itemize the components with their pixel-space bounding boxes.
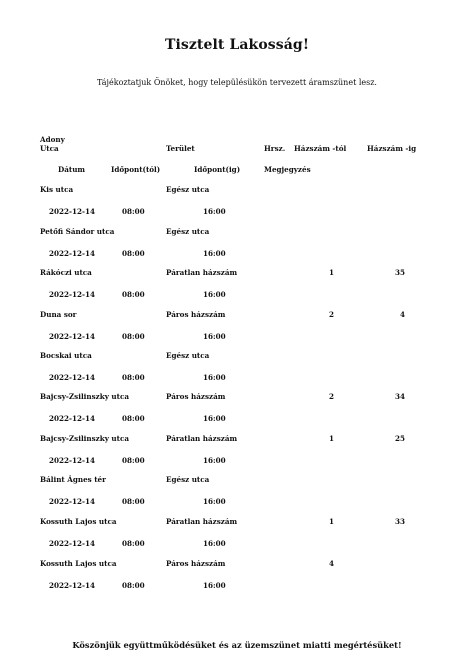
table-row [0, 475, 474, 517]
header-idopont-ig: Időpont(ig) [194, 165, 241, 174]
start-time: 08:00 [122, 290, 145, 299]
end-time: 16:00 [203, 332, 226, 341]
outage-date: 2022-12-14 [49, 207, 95, 216]
header-adony: Adony [40, 135, 65, 144]
house-number-to: 33 [394, 517, 405, 526]
house-number-from: 1 [328, 434, 334, 443]
start-time: 08:00 [122, 414, 145, 423]
start-time: 08:00 [122, 249, 145, 258]
end-time: 16:00 [203, 290, 226, 299]
end-time: 16:00 [203, 456, 226, 465]
header-terulet: Terület [166, 144, 195, 153]
house-number-from: 2 [328, 310, 334, 319]
area-type: Páros házszám [166, 559, 226, 568]
table-row [0, 517, 474, 559]
area-type: Páros házszám [166, 392, 226, 401]
house-number-to: 34 [394, 392, 405, 401]
outage-date: 2022-12-14 [49, 539, 95, 548]
area-type: Egész utca [166, 227, 210, 236]
outage-date: 2022-12-14 [49, 414, 95, 423]
outage-date: 2022-12-14 [49, 456, 95, 465]
table-row [0, 351, 474, 393]
house-number-to: 35 [394, 268, 405, 277]
house-number-to: 25 [394, 434, 405, 443]
street-name: Petőfi Sándor utca [40, 227, 115, 236]
outage-date: 2022-12-14 [49, 373, 95, 382]
header-hazszam-ig: Házszám -ig [367, 144, 417, 153]
outage-date: 2022-12-14 [49, 497, 95, 506]
table-row [0, 392, 474, 434]
area-type: Páratlan házszám [166, 268, 238, 277]
street-name: Rákóczi utca [40, 268, 92, 277]
house-number-from: 1 [328, 517, 334, 526]
street-name: Bocskai utca [40, 351, 92, 360]
area-type: Páros házszám [166, 310, 226, 319]
start-time: 08:00 [122, 373, 145, 382]
start-time: 08:00 [122, 497, 145, 506]
outage-date: 2022-12-14 [49, 332, 95, 341]
header-datum: Dátum [58, 165, 86, 174]
house-number-from: 2 [328, 392, 334, 401]
table-row [0, 185, 474, 227]
table-row [0, 559, 474, 601]
end-time: 16:00 [203, 581, 226, 590]
outage-date: 2022-12-14 [49, 290, 95, 299]
start-time: 08:00 [122, 207, 145, 216]
intro-text: Tájékoztatjuk Önöket, hogy településükön tervezett áramszünet lesz. [97, 78, 377, 87]
table-row [0, 268, 474, 310]
house-number-from: 1 [328, 268, 334, 277]
area-type: Páratlan házszám [166, 517, 238, 526]
end-time: 16:00 [203, 414, 226, 423]
header-idopont-tol: Időpont(tól) [111, 165, 161, 174]
street-name: Bajcsy-Zsilinszky utca [40, 392, 129, 401]
footer-thanks: Köszönjük együttműködésüket és az üzemszünet miatti megértésüket! [72, 640, 402, 650]
start-time: 08:00 [122, 332, 145, 341]
header-utca: Utca [40, 144, 59, 153]
start-time: 08:00 [122, 539, 145, 548]
page-title: Tisztelt Lakosság! [164, 37, 310, 53]
outage-date: 2022-12-14 [49, 249, 95, 258]
table-row [0, 434, 474, 476]
end-time: 16:00 [203, 497, 226, 506]
end-time: 16:00 [203, 373, 226, 382]
header-hazszam-tol: Házszám -tól [294, 144, 347, 153]
street-name: Kis utca [40, 185, 74, 194]
area-type: Egész utca [166, 475, 210, 484]
street-name: Kossuth Lajos utca [40, 517, 117, 526]
table-row [0, 227, 474, 269]
area-type: Egész utca [166, 185, 210, 194]
header-megjegyzes: Megjegyzés [264, 165, 311, 174]
outage-date: 2022-12-14 [49, 581, 95, 590]
house-number-from: 4 [328, 559, 334, 568]
street-name: Bálint Ágnes tér [40, 475, 106, 484]
street-name: Bajcsy-Zsilinszky utca [40, 434, 129, 443]
house-number-to: 4 [399, 310, 405, 319]
start-time: 08:00 [122, 581, 145, 590]
end-time: 16:00 [203, 249, 226, 258]
end-time: 16:00 [203, 539, 226, 548]
area-type: Egész utca [166, 351, 210, 360]
table-row [0, 310, 474, 352]
street-name: Duna sor [40, 310, 77, 319]
end-time: 16:00 [203, 207, 226, 216]
area-type: Páratlan házszám [166, 434, 238, 443]
street-name: Kossuth Lajos utca [40, 559, 117, 568]
header-hrsz: Hrsz. [264, 144, 286, 153]
start-time: 08:00 [122, 456, 145, 465]
